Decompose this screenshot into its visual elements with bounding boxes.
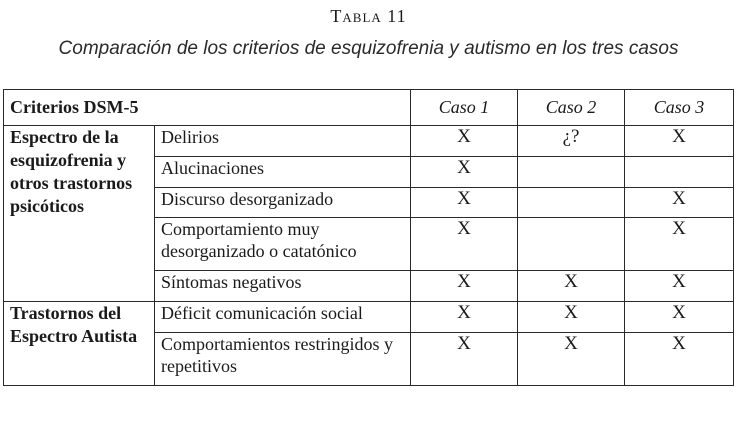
- mark-cell: X: [625, 302, 734, 333]
- mark-cell: X: [625, 333, 734, 386]
- mark-cell: X: [411, 218, 518, 271]
- header-row: [4, 90, 734, 126]
- mark-cell: X: [518, 271, 625, 302]
- criterion-label: Déficit comunicación social: [155, 302, 411, 333]
- caso-2-header: Caso 2: [518, 90, 625, 126]
- criteria-table: [3, 89, 734, 386]
- mark-cell: [518, 218, 625, 271]
- mark-cell: [518, 157, 625, 188]
- mark-cell: [625, 157, 734, 188]
- group-label-autism: Trastornos del Espectro Autista: [4, 302, 155, 386]
- criterion-label: Discurso desorganizado: [155, 188, 411, 218]
- criterion-label: Comportamiento muy desorganizado o catatónico: [155, 218, 411, 271]
- table-row: [4, 302, 734, 333]
- table-row: [4, 126, 734, 157]
- table-label: Tabla 11: [330, 6, 407, 26]
- mark-cell: X: [411, 188, 518, 218]
- mark-cell: X: [411, 302, 518, 333]
- mark-cell: X: [625, 126, 734, 157]
- mark-cell: X: [411, 333, 518, 386]
- mark-cell: X: [518, 333, 625, 386]
- mark-cell: [518, 188, 625, 218]
- criterion-label: Comportamientos restringidos y repetitivos: [155, 333, 411, 386]
- caso-3-header: Caso 3: [625, 90, 734, 126]
- criteria-header: Criterios DSM-5: [4, 90, 411, 126]
- criterion-label: Alucinaciones: [155, 157, 411, 188]
- mark-cell: X: [625, 271, 734, 302]
- mark-cell: ¿?: [518, 126, 625, 157]
- group-label-schizophrenia: Espectro de la esquizofrenia y otros trastornos psicóticos: [4, 126, 155, 302]
- mark-cell: X: [518, 302, 625, 333]
- mark-cell: X: [625, 188, 734, 218]
- criterion-label: Delirios: [155, 126, 411, 157]
- mark-cell: X: [625, 218, 734, 271]
- caso-1-header: Caso 1: [411, 90, 518, 126]
- mark-cell: X: [411, 271, 518, 302]
- criterion-label: Síntomas negativos: [155, 271, 411, 302]
- mark-cell: X: [411, 157, 518, 188]
- mark-cell: X: [411, 126, 518, 157]
- table-caption: Comparación de los criterios de esquizofrenia y autismo en los tres casos: [58, 38, 679, 59]
